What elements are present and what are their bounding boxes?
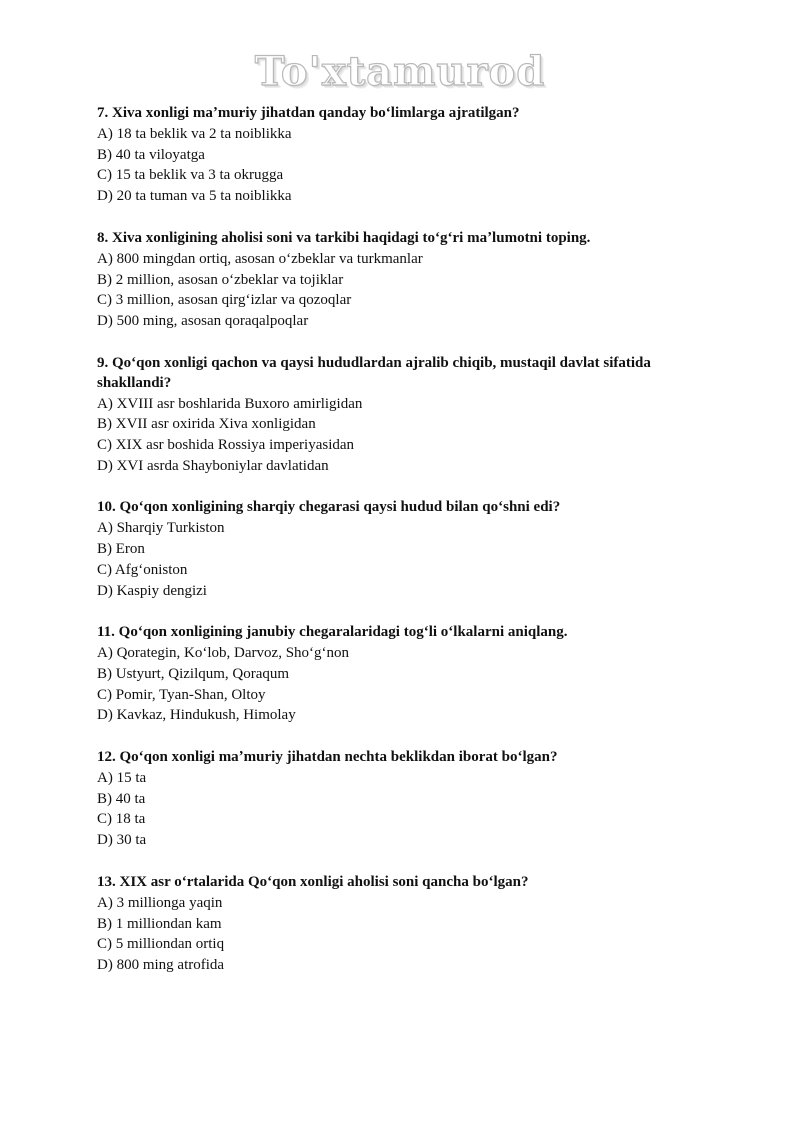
question-text: 9. Qoʻqon xonligi qachon va qaysi hududlardan ajralib chiqib, mustaqil davlat sifatida shakllandi? bbox=[97, 354, 651, 391]
answer-option: A) 3 millionga yaqin bbox=[97, 894, 223, 911]
question-text: 10. Qoʻqon xonligining sharqiy chegarasi qaysi hudud bilan qoʻshni edi? bbox=[97, 499, 561, 516]
answer-option: C) XIX asr boshida Rossiya imperiyasidan bbox=[97, 437, 355, 454]
answer-option: C) 15 ta beklik va 3 ta okrugga bbox=[97, 167, 284, 184]
question-text: 7. Xiva xonligi maʼmuriy jihatdan qanday boʻlimlarga ajratilgan? bbox=[97, 105, 520, 121]
answer-option: D) 500 ming, asosan qoraqalpoqlar bbox=[97, 312, 309, 329]
answer-option: C) 5 milliondan ortiq bbox=[97, 936, 225, 953]
answer-option: A) Qorategin, Koʻlob, Darvoz, Shoʻgʻnon bbox=[97, 645, 350, 662]
question-block bbox=[97, 103, 707, 207]
answer-option: A) 15 ta bbox=[97, 770, 147, 787]
answer-option: A) XVIII asr boshlarida Buxoro amirligidan bbox=[97, 395, 363, 412]
answer-option: D) 800 ming atrofida bbox=[97, 956, 225, 973]
question-text: 8. Xiva xonligining aholisi soni va tarkibi haqidagi toʻgʻri maʼlumotni toping. bbox=[97, 229, 591, 246]
answer-options bbox=[97, 518, 707, 601]
answer-option: B) Ustyurt, Qizilqum, Qoraqum bbox=[97, 665, 290, 682]
question-block bbox=[97, 622, 707, 726]
question-block bbox=[97, 353, 707, 477]
answer-option: D) 30 ta bbox=[97, 832, 147, 849]
answer-options bbox=[97, 643, 707, 726]
answer-option: A) 18 ta beklik va 2 ta noiblikka bbox=[97, 126, 292, 142]
answer-option: C) Afgʻoniston bbox=[97, 561, 188, 578]
answer-option: C) Pomir, Tyan-Shan, Oltoy bbox=[97, 686, 266, 703]
answer-option: A) 800 mingdan ortiq, asosan oʻzbeklar va turkmanlar bbox=[97, 250, 423, 267]
answer-option: B) 2 million, asosan oʻzbeklar va tojiklar bbox=[97, 271, 344, 288]
answer-option: D) Kaspiy dengizi bbox=[97, 582, 207, 599]
answer-options bbox=[97, 768, 707, 851]
answer-option: C) 3 million, asosan qirgʻizlar va qozoqlar bbox=[97, 292, 352, 309]
question-block bbox=[97, 747, 707, 851]
answer-options bbox=[97, 394, 707, 477]
answer-option: A) Sharqiy Turkiston bbox=[97, 520, 225, 537]
answer-option: D) Kavkaz, Hindukush, Himolay bbox=[97, 707, 296, 724]
answer-option: C) 18 ta bbox=[97, 811, 146, 828]
question-block bbox=[97, 872, 707, 976]
watermark: To'xtamurod bbox=[254, 48, 546, 95]
answer-option: B) 40 ta viloyatga bbox=[97, 146, 205, 163]
question-block bbox=[97, 497, 707, 601]
question-text: 13. XIX asr oʻrtalarida Qoʻqon xonligi aholisi soni qancha boʻlgan? bbox=[97, 873, 529, 890]
question-block bbox=[97, 228, 707, 332]
answer-options bbox=[97, 124, 707, 207]
question-list bbox=[97, 103, 707, 997]
question-text: 12. Qoʻqon xonligi maʼmuriy jihatdan nechta beklikdan iborat boʻlgan? bbox=[97, 749, 558, 766]
answer-option: B) XVII asr oxirida Xiva xonligidan bbox=[97, 416, 316, 433]
answer-option: B) 1 milliondan kam bbox=[97, 915, 222, 932]
answer-options bbox=[97, 249, 707, 332]
answer-option: D) 20 ta tuman va 5 ta noiblikka bbox=[97, 188, 292, 205]
answer-options bbox=[97, 893, 707, 976]
answer-option: D) XVI asrda Shayboniylar davlatidan bbox=[97, 457, 329, 474]
answer-option: B) 40 ta bbox=[97, 790, 146, 807]
question-text: 11. Qoʻqon xonligining janubiy chegaralaridagi togʻli oʻlkalarni aniqlang. bbox=[97, 624, 568, 641]
answer-option: B) Eron bbox=[97, 541, 145, 558]
